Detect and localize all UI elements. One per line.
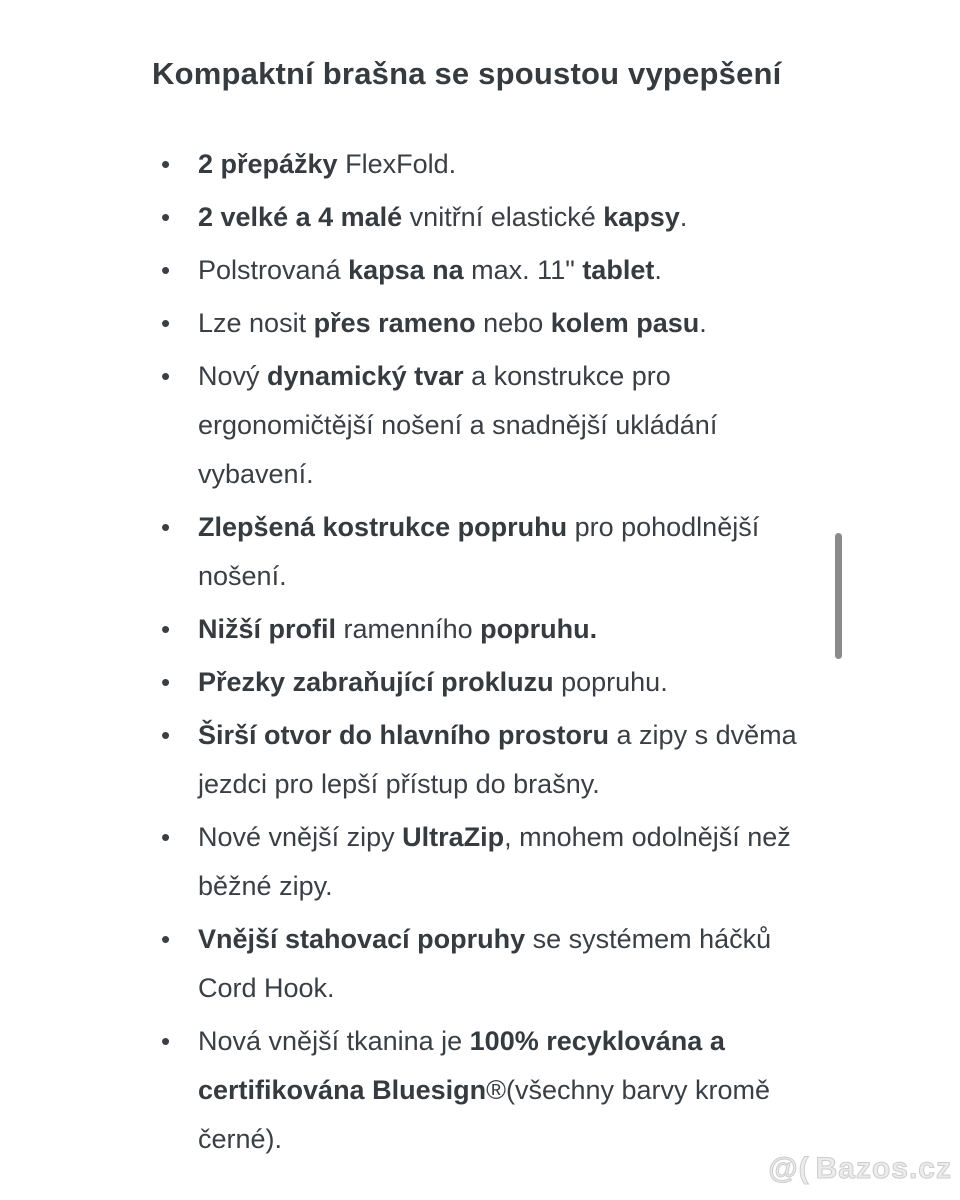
feature-text-bold: Přezky zabraňující prokluzu — [198, 667, 554, 697]
list-item — [152, 299, 812, 348]
feature-text: vnitřní elastické — [402, 202, 604, 232]
list-item — [152, 658, 812, 707]
feature-text: FlexFold. — [337, 149, 457, 179]
list-item — [152, 352, 812, 499]
feature-list — [152, 140, 812, 1164]
list-item — [152, 246, 812, 295]
list-item — [152, 605, 812, 654]
feature-text: ramenního — [336, 614, 481, 644]
feature-text: a zipy s dvěma jezdci pro lepší přístup do brašny. — [198, 720, 797, 799]
feature-text-bold: UltraZip — [402, 822, 505, 852]
feature-text: Nová vnější tkanina je — [198, 1026, 470, 1056]
feature-text: a konstrukce pro ergonomičtější nošení a snadnější ukládání vybavení. — [198, 361, 718, 489]
list-item — [152, 1017, 812, 1164]
feature-text: Nový — [198, 361, 268, 391]
feature-text: ®(všechny barvy kromě černé). — [198, 1075, 771, 1154]
bazos-logo-icon: @( — [768, 1152, 810, 1185]
feature-text-bold: Širší otvor do hlavního prostoru — [198, 720, 610, 750]
feature-text-bold: dynamický tvar — [267, 361, 464, 391]
feature-text: se systémem háčků Cord Hook. — [198, 924, 772, 1003]
scrollbar-thumb[interactable] — [835, 533, 842, 659]
feature-text-bold: přes rameno — [313, 308, 476, 338]
feature-text-bold: kapsa na — [348, 255, 464, 285]
feature-text: popruhu. — [553, 667, 668, 697]
feature-text-bold: Nižší profil — [198, 614, 337, 644]
page-title: Kompaktní brašna se spoustou vypepšení — [152, 56, 782, 91]
product-description — [152, 54, 812, 1168]
bazos-watermark — [768, 1152, 952, 1186]
list-item — [152, 711, 812, 809]
feature-text-bold: 100% recyklována a certifikována Bluesign — [198, 1026, 725, 1105]
feature-text-bold: kapsy — [603, 202, 680, 232]
feature-text-bold: 2 velké a 4 malé — [198, 202, 403, 232]
list-item — [152, 813, 812, 911]
list-item — [152, 915, 812, 1013]
feature-text: pro pohodlnější nošení. — [198, 512, 760, 591]
feature-text-bold: Vnější stahovací popruhy — [198, 924, 526, 954]
feature-text-bold: 2 přepážky — [198, 149, 338, 179]
feature-text-bold: tablet — [582, 255, 655, 285]
feature-text-bold: kolem pasu — [550, 308, 700, 338]
feature-text-bold: popruhu. — [480, 614, 598, 644]
feature-text: . — [699, 308, 707, 338]
feature-text-bold: Zlepšená kostrukce popruhu — [198, 512, 568, 542]
feature-text: Nové vnější zipy — [198, 822, 403, 852]
list-item — [152, 503, 812, 601]
feature-text: Lze nosit — [198, 308, 314, 338]
feature-text: nebo — [475, 308, 551, 338]
bazos-watermark-text: Bazos.cz — [815, 1152, 952, 1185]
list-item — [152, 140, 812, 189]
feature-text: max. 11" — [463, 255, 583, 285]
feature-text: , mnohem odolnější než běžné zipy. — [198, 822, 791, 901]
feature-text: . — [654, 255, 662, 285]
feature-text: . — [679, 202, 688, 232]
list-item — [152, 193, 812, 242]
feature-text: Polstrovaná — [198, 255, 349, 285]
